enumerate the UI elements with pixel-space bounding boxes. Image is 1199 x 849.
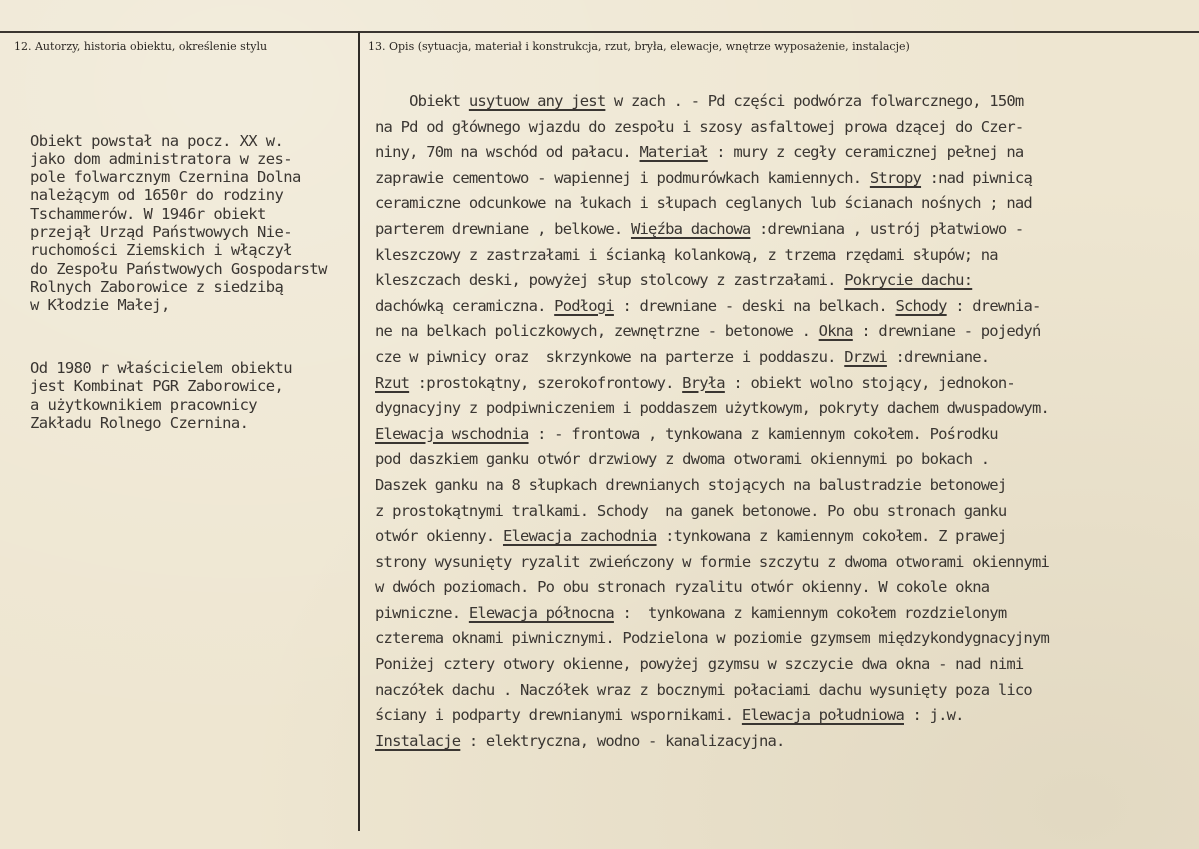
history-line: pole folwarcznym Czernina Dolna [30, 168, 301, 187]
description-line [375, 422, 1190, 448]
underlined-term: Więźba dachowa [630, 219, 751, 238]
description-text-segment: niny, 70m na wschód od pałacu. [375, 143, 640, 162]
underlined-term: Drzwi [844, 347, 887, 366]
description-line [375, 601, 1190, 627]
description-text-segment: ne na belkach policzkowych, zewnętrzne - betonowe . [375, 322, 819, 341]
description-text-segment: kleszczach deski, powyżej słup stolcowy z zastrzałami. [375, 271, 845, 290]
underlined-term: Bryła [682, 373, 725, 392]
description-line [375, 89, 1190, 115]
description-text-segment: :prostokątny, szerokofrontowy. [409, 373, 683, 392]
top-divider [0, 31, 1199, 33]
underlined-term: Elewacja zachodnia [502, 527, 657, 546]
description-text-segment: czterema oknami piwnicznymi. Podzielona w poziomie gzymsem międzykondygnacyjnym [375, 629, 1050, 648]
description-line [375, 345, 1190, 371]
description-line [375, 115, 1190, 141]
section-13-heading: 13. Opis (sytuacja, materiał i konstrukcja, rzut, bryła, elewacje, wnętrze wyposażenie, instalacje) [368, 40, 910, 53]
description-text-segment: z prostokątnymi tralkami. Schody na ganek betonowe. Po obu stronach ganku [375, 501, 1007, 520]
description-text-segment: Poniżej cztery otwory okienne, powyżej gzymsu w szczycie dwa okna - nad nimi [375, 655, 1024, 674]
description-text-segment: otwór okienny. [375, 527, 503, 546]
underlined-term: Elewacja wschodnia [375, 424, 529, 443]
history-line: Od 1980 r właścicielem obiektu [30, 359, 292, 378]
underlined-term: Materiał [639, 143, 708, 162]
description-line [375, 473, 1190, 499]
description-text-segment: : elektryczna, wodno - kanalizacyjna. [460, 731, 785, 750]
description-text-segment: dachówką ceramiczna. [375, 296, 555, 315]
description-line [375, 319, 1190, 345]
description-line [375, 678, 1190, 704]
description-line [375, 499, 1190, 525]
description-text-segment: Obiekt [375, 92, 469, 110]
description-line [375, 524, 1190, 550]
description-line [375, 294, 1190, 320]
description-text-segment: : mury z cegły ceramicznej pełnej na [707, 143, 1024, 162]
description-text-segment: : tynkowana z kamiennym cokołem rozdzielonym [613, 603, 1007, 622]
description-line [375, 652, 1190, 678]
history-line: a użytkownikiem pracownicy [30, 395, 258, 414]
description-text-segment: :drewniane. [886, 347, 990, 366]
description-line [375, 191, 1190, 217]
description-text-segment: strony wysunięty ryzalit zwieńczony w formie szczytu z dwoma otworami okiennymi [375, 552, 1050, 571]
description-line [375, 550, 1190, 576]
history-text [30, 95, 360, 451]
history-line: Tschammerów. W 1946r obiekt [30, 204, 266, 223]
history-line: przejął Urząd Państwowych Nie- [30, 223, 292, 242]
description-text-segment: : obiekt wolno stojący, jednokon- [724, 373, 1015, 392]
description-line [375, 729, 1190, 755]
description-line [375, 166, 1190, 192]
description-text-segment: : drewniane - deski na belkach. [613, 296, 896, 315]
underlined-term: Schody [895, 296, 947, 315]
description-text-segment: dygnacyjny z podpiwniczeniem i poddaszem użytkowym, pokryty dachem dwuspadowym. [375, 399, 1050, 418]
history-line: do Zespołu Państwowych Gospodarstw [30, 259, 327, 278]
history-line: należącym od 1650r do rodziny [30, 186, 284, 205]
description-line [375, 703, 1190, 729]
underlined-term: Stropy [869, 168, 922, 187]
description-text-segment: :drewniana , ustrój płatwiowo - [750, 219, 1024, 238]
description-line [375, 447, 1190, 473]
history-paragraph-1 [30, 132, 360, 315]
description-text-segment: : drewnia- [946, 296, 1041, 315]
description-text-segment: pod daszkiem ganku otwór drzwiowy z dwoma otworami okiennymi po bokach . [375, 450, 990, 469]
description-line [375, 217, 1190, 243]
underlined-term: Elewacja północna [468, 603, 614, 622]
description-text [375, 89, 1190, 754]
description-text-segment: cze w piwnicy oraz skrzynkowe na parterze i poddaszu. [375, 347, 845, 366]
description-line [375, 243, 1190, 269]
description-text-segment: parterem drewniane , belkowe. [375, 219, 631, 238]
description-text-segment: zaprawie cementowo - wapiennej i podmurówkach kamiennych. [375, 168, 870, 187]
underlined-term: usytuow any jest [468, 92, 606, 110]
description-text-segment: kleszczowy z zastrzałami i ścianką kolankową, z trzema rzędami słupów; na [375, 245, 998, 264]
description-line [375, 268, 1190, 294]
description-text-segment: piwniczne. [375, 603, 469, 622]
description-text-segment: w dwóch poziomach. Po obu stronach ryzalitu otwór okienny. W cokole okna [375, 578, 990, 597]
description-text-segment: w zach . - Pd części podwórza folwarcznego, 150m [605, 92, 1024, 110]
history-paragraph-2 [30, 359, 360, 432]
section-12-heading: 12. Autorzy, historia obiektu, określenie stylu [14, 40, 268, 53]
underlined-term: Rzut [375, 373, 410, 392]
description-text-segment: : j.w. [903, 706, 964, 725]
history-line: Rolnych Zaborowice z siedzibą [30, 277, 284, 296]
description-text-segment: : - frontowa , tynkowana z kamiennym cokołem. Pośrodku [528, 424, 998, 443]
underlined-term: Instalacje [375, 731, 461, 750]
description-line [375, 396, 1190, 422]
description-text-segment: ceramiczne odcunkowe na łukach i słupach ceglanych lub ścianach nośnych ; nad [375, 194, 1032, 213]
history-line: jest Kombinat PGR Zaborowice, [30, 377, 284, 396]
history-line: Zakładu Rolnego Czernina. [30, 414, 249, 433]
underlined-term: Okna [818, 322, 853, 341]
description-text-segment: : drewniane - pojedyń [852, 322, 1041, 341]
description-text-segment: na Pd od głównego wjazdu do zespołu i szosy asfaltowej prowa dzącej do Czer- [375, 117, 1024, 136]
description-text-segment: ściany i podparty drewnianymi wspornikami. [375, 706, 742, 725]
description-line [375, 371, 1190, 397]
description-line [375, 626, 1190, 652]
underlined-term: Elewacja południowa [741, 706, 904, 725]
description-line [375, 140, 1190, 166]
history-line: jako dom administratora w zes- [30, 149, 292, 168]
description-text-segment: :nad piwnicą [921, 168, 1032, 187]
description-text-segment: :tynkowana z kamiennym cokołem. Z prawej [656, 527, 1007, 546]
description-text-segment: naczółek dachu . Naczółek wraz z bocznymi połaciami dachu wysunięty poza lico [375, 680, 1032, 699]
description-text-segment: Daszek ganku na 8 słupkach drewnianych stojących na balustradzie betonowej [375, 475, 1007, 494]
history-line: Obiekt powstał na pocz. XX w. [30, 131, 284, 150]
underlined-term: Podłogi [554, 296, 614, 315]
history-line: w Kłodzie Małej, [30, 296, 170, 315]
history-line: ruchomości Ziemskich i włączył [30, 241, 292, 260]
description-line [375, 575, 1190, 601]
underlined-term: Pokrycie dachu: [844, 271, 973, 290]
